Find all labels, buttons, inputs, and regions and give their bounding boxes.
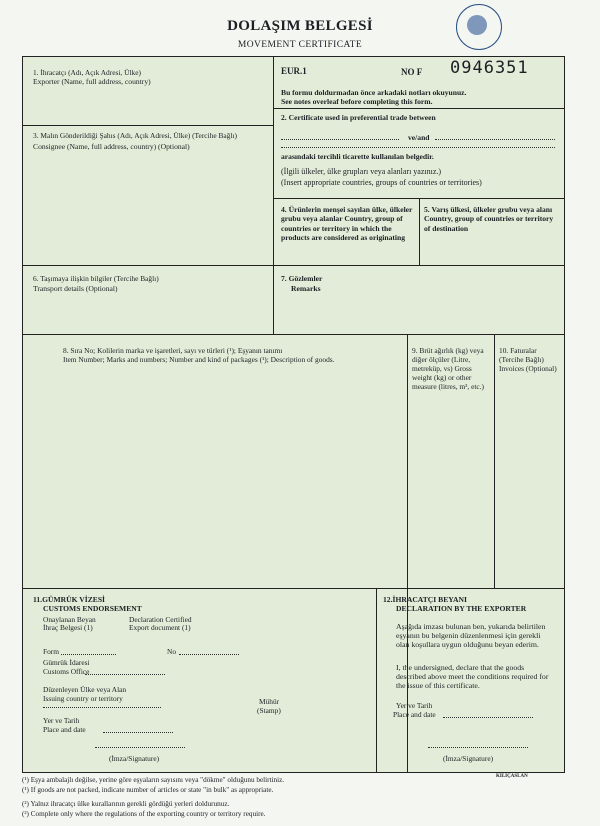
issuing-country-tr: Düzenleyen Ülke veya Alan bbox=[43, 685, 127, 694]
goods-label-en: Item Number; Marks and numbers; Number and kind of packages (¹); Description of goods. bbox=[63, 355, 335, 364]
customs-place-en: Place and date bbox=[43, 725, 86, 734]
footnote-1-en: (¹) If goods are not packed, indicate number of articles or state "in bulk" as appropriate. bbox=[22, 786, 274, 794]
customs-place-tr: Yer ve Tarih bbox=[43, 716, 80, 725]
customs-title-en: CUSTOMS ENDORSEMENT bbox=[43, 604, 142, 613]
goods-label-tr: 8. Sıra No; Kolilerin marka ve işaretleri, sayı ve türleri (¹); Eşyanın tanımı bbox=[63, 346, 283, 355]
consignee-label-tr: 3. Malın Gönderildiği Şahıs (Adı, Açık Adresi, Ülke) (Tercihe Bağlı) bbox=[33, 131, 237, 140]
declaration-place-tr: Yer ve Tarih bbox=[396, 701, 433, 710]
notice-tr: Bu formu doldurmadan önce arkadaki notları okuyunuz. bbox=[281, 88, 467, 97]
page-subtitle: MOVEMENT CERTIFICATE bbox=[237, 40, 363, 50]
eur-label: EUR.1 bbox=[281, 66, 307, 76]
declaration-signature: (İmza/Signature) bbox=[443, 754, 494, 763]
declaration-place-en: Place and date bbox=[393, 710, 436, 719]
customs-office-en: Customs Office bbox=[43, 667, 90, 676]
weight-label: 9. Brüt ağırlık (kg) veya diğer ölçüler (Litre, metreküp, vs) Gross weight (kg) or other measure (litres, m³, etc.) bbox=[412, 346, 484, 391]
printer-mark: KILIÇASLAN bbox=[496, 774, 528, 779]
official-seal-icon bbox=[456, 4, 502, 50]
transport-label-en: Transport details (Optional) bbox=[33, 284, 118, 293]
customs-office-tr: Gümrük İdaresi bbox=[43, 658, 90, 667]
customs-signature: (İmza/Signature) bbox=[109, 754, 160, 763]
transport-label-tr: 6. Taşımaya ilişkin bilgiler (Tercihe Bağlı) bbox=[33, 274, 159, 283]
trade-note-en: (Insert appropriate countries, groups of countries or territories) bbox=[281, 178, 482, 187]
approved-tr: Onaylanan Beyan bbox=[43, 615, 96, 624]
declaration-text-tr: Aşağıda imzası bulunan ben, yukarıda belirtilen eşyanın bu belgenin düzenlenmesi için gerekli olan koşullara uygun olduğunu beyan ederim. bbox=[396, 622, 546, 649]
footnote-2-en: (²) Complete only where the regulations of the exporting country or territory require. bbox=[22, 810, 266, 818]
no-field-label: No bbox=[167, 647, 177, 656]
stamp-label-tr: Mühür bbox=[259, 697, 280, 706]
customs-title-tr: 11.GÜMRÜK VİZESİ bbox=[33, 595, 106, 604]
declaration-text-en: I, the undersigned, declare that the goods described above meet the conditions required for the issue of this certificate. bbox=[396, 663, 549, 690]
serial-number: 0946351 bbox=[450, 58, 529, 78]
export-document: Export document (1) bbox=[129, 623, 191, 632]
issuing-country-en: Issuing country or territory bbox=[43, 694, 123, 703]
remarks-label-tr: 7. Gözlemler bbox=[281, 274, 323, 283]
declaration-title-tr: 12.İHRACATÇI BEYANI bbox=[383, 595, 467, 604]
origin-label: 4. Ürünlerin menşei sayılan ülke, ülkeler grubu veya alanlar Country, group of countries or territory in which the products are considered as originating bbox=[281, 205, 413, 243]
trade-and: ve/and bbox=[408, 133, 430, 142]
remarks-label-en: Remarks bbox=[291, 284, 321, 293]
trade-label: 2. Certificate used in preferential trade between bbox=[281, 113, 436, 122]
trade-note-tr: (İlgili ülkeler, ülke grupları veya alanları yazınız.) bbox=[281, 167, 442, 176]
consignee-label-en: Consignee (Name, full address, country) (Optional) bbox=[33, 142, 190, 151]
ihrac-belgesi: İhraç Belgesi (1) bbox=[43, 623, 93, 632]
certificate-form bbox=[22, 56, 565, 773]
no-label: NO F bbox=[401, 67, 423, 77]
invoices-label: 10. Faturalar (Tercihe Bağlı) Invoices (Optional) bbox=[499, 346, 557, 373]
exporter-label-tr: 1. İhracatçı (Adı, Açık Adresi, Ülke) bbox=[33, 68, 141, 77]
declaration-certified: Declaration Certified bbox=[129, 615, 192, 624]
page-title: DOLAŞIM BELGESİ bbox=[227, 18, 373, 34]
exporter-label-en: Exporter (Name, full address, country) bbox=[33, 77, 151, 86]
trade-between-tr: arasındaki tercihli ticarette kullanılan belgedir. bbox=[281, 152, 434, 161]
stamp-label-en: (Stamp) bbox=[257, 706, 281, 715]
notice-en: See notes overleaf before completing this form. bbox=[281, 97, 433, 106]
footnote-1-tr: (¹) Eşya ambalajlı değilse, yerine göre eşyaların sayısını veya "dökme" olduğunu belirtiniz. bbox=[22, 776, 285, 784]
destination-label: 5. Varış ülkesi, ülkeler grubu veya alanı Country, group of countries or territory of destination bbox=[424, 205, 554, 233]
footnote-2-tr: (²) Yalnız ihracatçı ülke kurallarının gerekli gördüğü yerleri doldurunuz. bbox=[22, 800, 230, 808]
form-label: Form bbox=[43, 647, 60, 656]
declaration-title-en: DECLARATION BY THE EXPORTER bbox=[396, 604, 527, 613]
